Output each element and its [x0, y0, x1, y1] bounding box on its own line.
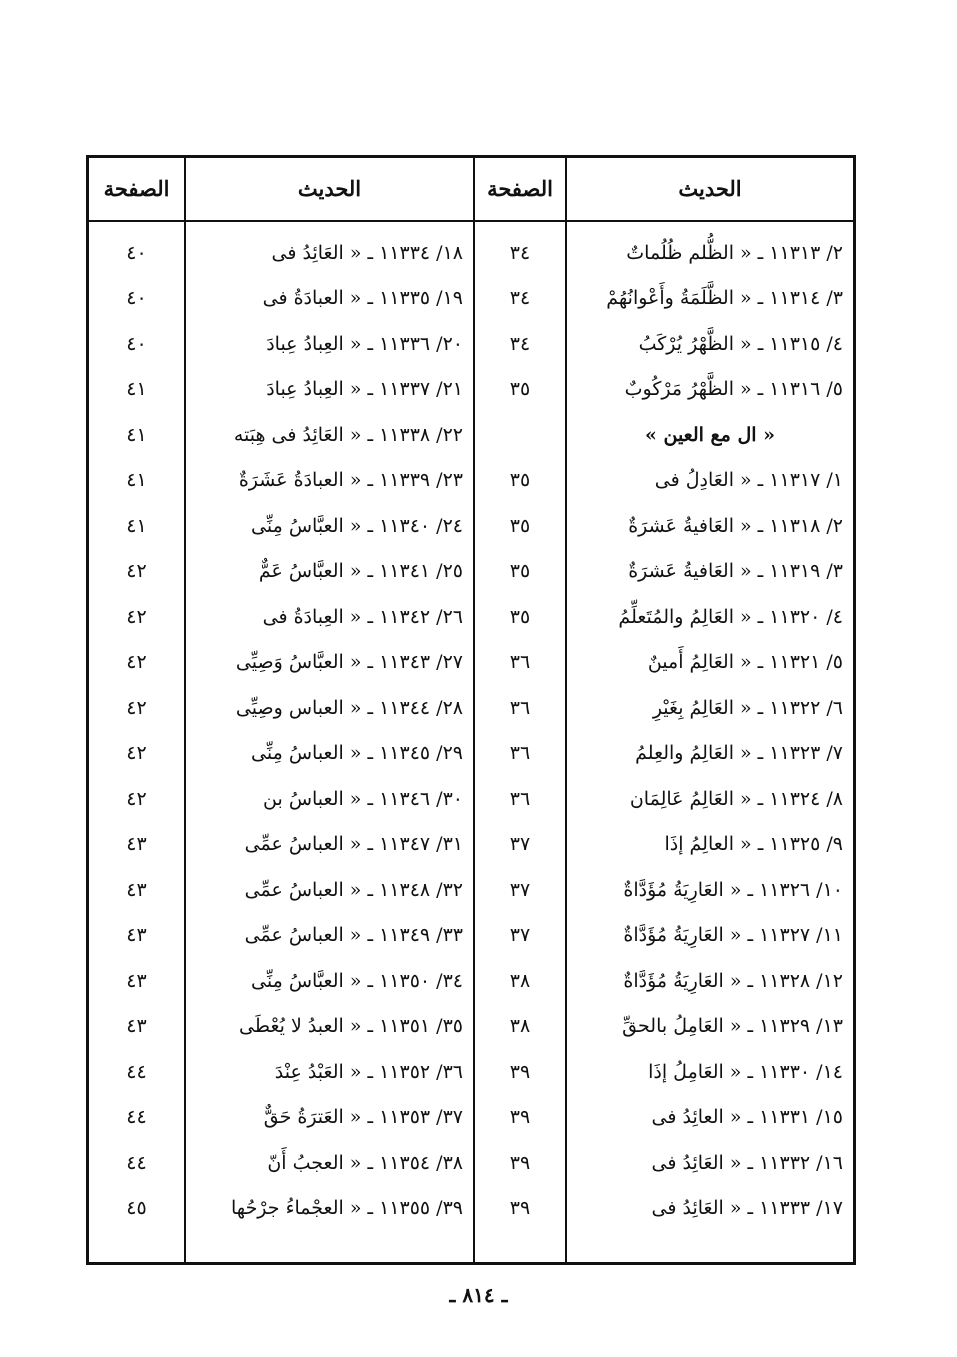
page-ref: ٤٠: [126, 241, 147, 264]
hadith-entry: ٢٧/ ١١٣٤٣ ـ « العبَّاسُ وَصِيِّى: [235, 651, 463, 674]
header-left-page: الصفحة: [103, 175, 170, 201]
hadith-index-table: [86, 155, 856, 1265]
page-ref: ٣٨: [509, 969, 531, 992]
page-ref: ٤١: [126, 378, 147, 401]
hadith-entry: ٣/ ١١٣١٤ ـ « الظَّلَمَةُ وأَعْوانُهُمْ: [606, 287, 843, 310]
hadith-entry: ٢١/ ١١٣٣٧ ـ « العِبادُ عِبادَ: [266, 378, 463, 401]
page-ref: ٤١: [126, 469, 147, 492]
page-ref: ٣٦: [509, 696, 531, 719]
hadith-entry: ٣/ ١١٣١٩ ـ « العَافيةُ عَشرَةٌ: [628, 560, 843, 583]
page-ref: ٤٢: [126, 605, 147, 628]
hadith-entry: ١٤/ ١١٣٣٠ ـ « العَامِلُ إذَا: [648, 1060, 843, 1083]
hadith-entry: ١٣/ ١١٣٢٩ ـ « العَامِلُ بالحقِّ: [622, 1015, 843, 1038]
page-ref: ٣٥: [509, 469, 531, 492]
left-page-column: [89, 230, 184, 1231]
hadith-entry: ٢٣/ ١١٣٣٩ ـ « العبادَةُ عَشَرَةٌ: [238, 469, 463, 492]
section-heading: « ال مع العين »: [645, 423, 776, 446]
page-ref: ٣٥: [509, 514, 531, 537]
hadith-entry: ١١/ ١١٣٢٧ ـ « العَارِيَةُ مُؤَدَّاةٌ: [623, 924, 843, 947]
hadith-entry: ١٦/ ١١٣٣٢ ـ « العَائِدُ فى: [651, 1151, 843, 1174]
page-ref: ٣٩: [509, 1106, 531, 1129]
page-ref: ٤٣: [126, 924, 147, 947]
left-hadith-column: [186, 230, 473, 1231]
page-ref: ٤١: [126, 423, 147, 446]
page-ref: ٤٢: [126, 560, 147, 583]
page-ref: ٣٩: [509, 1060, 531, 1083]
hadith-entry: ١٥/ ١١٣٣١ ـ « العائِدُ فى: [651, 1106, 843, 1129]
hadith-entry: ٤/ ١١٣١٥ ـ « الظَّهْرُ يُرْكَبُ: [638, 332, 843, 355]
page-ref: ٤٠: [126, 287, 147, 310]
page-ref: ٣٨: [509, 1015, 531, 1038]
page-ref: ٣٤: [509, 287, 531, 310]
hadith-entry: ٣٢/ ١١٣٤٨ ـ « العباسُ عمِّى: [244, 878, 463, 901]
page-ref: ٣٧: [509, 924, 531, 947]
hadith-entry: ٢٩/ ١١٣٤٥ ـ « العباسُ مِنِّى: [251, 742, 463, 765]
page-ref: ٤٢: [126, 742, 147, 765]
page-ref: ٣٦: [509, 651, 531, 674]
page-ref: ٣٧: [509, 878, 531, 901]
hadith-entry: ٢٦/ ١١٣٤٢ ـ « العِبادَةُ فى: [262, 605, 463, 628]
page-ref: ٣٩: [509, 1197, 531, 1220]
hadith-entry: ٢٨/ ١١٣٤٤ ـ « العباس وصِيِّى: [235, 696, 463, 719]
hadith-entry: ٣٩/ ١١٣٥٥ ـ « العجْماءُ جرْحُها: [231, 1197, 463, 1220]
page-ref: ٤٢: [126, 787, 147, 810]
hadith-entry: ٥/ ١١٣٢١ ـ « العَالِمُ أَمينٌ: [647, 651, 843, 674]
right-hadith-column: [567, 230, 853, 1231]
header-right-page: الصفحة: [487, 175, 553, 201]
header-left-hadith: الحديث: [297, 175, 362, 201]
page-ref: ٤٣: [126, 1015, 147, 1038]
hadith-entry: ٨/ ١١٣٢٤ ـ « العَالِمُ عَالِمَان: [629, 787, 843, 810]
page-ref: ٣٤: [509, 241, 531, 264]
page-ref: ٣٦: [509, 787, 531, 810]
page-ref: ٣٥: [509, 560, 531, 583]
hadith-entry: ٣١/ ١١٣٤٧ ـ « العباسُ عمِّى: [244, 833, 463, 856]
hadith-entry: ١٠/ ١١٣٢٦ ـ « العَارِيَةُ مُؤَدَّاةٌ: [623, 878, 843, 901]
hadith-entry: ٢٢/ ١١٣٣٨ ـ « العَائِدُ فى هِبَته: [233, 423, 463, 446]
hadith-entry: ٦/ ١١٣٢٢ ـ « العَالِمُ بِغَيْرِ: [652, 696, 843, 719]
hadith-entry: ٢٥/ ١١٣٤١ ـ « العبَّاسُ عَمٌّ: [258, 560, 463, 583]
page-ref: ٣٦: [509, 742, 531, 765]
hadith-entry: ١/ ١١٣١٧ ـ « العَادِلُ فى: [654, 469, 843, 492]
hadith-entry: ٣٥/ ١١٣٥١ ـ « العبدُ لا يُعْطَى: [239, 1015, 463, 1038]
hadith-entry: ٥/ ١١٣١٦ ـ « الظَّهْرُ مَرْكُوبٌ: [624, 378, 843, 401]
hadith-entry: ٤/ ١١٣٢٠ ـ « العَالِمُ والمُتَعلِّمُ: [618, 605, 843, 628]
page-ref: ٤٣: [126, 833, 147, 856]
hadith-entry: ٣٠/ ١١٣٤٦ ـ « العباسُ بن: [263, 787, 463, 810]
hadith-entry: ٣٧/ ١١٣٥٣ ـ « العَترَةُ حَقٌّ: [263, 1106, 463, 1129]
hadith-entry: ١٨/ ١١٣٣٤ ـ « العَائِدُ فى: [271, 241, 463, 264]
page-ref: ٤٣: [126, 878, 147, 901]
page-ref: ٤٤: [126, 1060, 147, 1083]
right-page-column: [475, 230, 565, 1231]
hadith-entry: ٢/ ١١٣١٨ ـ « العَافيةُ عَشرَةٌ: [628, 514, 843, 537]
header-right-hadith: الحديث: [678, 175, 742, 201]
page-ref: ٤٠: [126, 332, 147, 355]
page-ref: ٣٩: [509, 1151, 531, 1174]
page-ref: ٤١: [126, 514, 147, 537]
hadith-entry: ٩/ ١١٣٢٥ ـ « العالِمُ إذَا: [664, 833, 843, 856]
hadith-entry: ٣٨/ ١١٣٥٤ ـ « العجبُ أَنّ: [267, 1151, 463, 1174]
hadith-entry: ٢٤/ ١١٣٤٠ ـ « العبَّاسُ مِنِّى: [251, 514, 463, 537]
hadith-entry: ٣٣/ ١١٣٤٩ ـ « العباسُ عمِّى: [244, 924, 463, 947]
page-ref: ٣٤: [509, 332, 531, 355]
page-ref: ٣٥: [509, 605, 531, 628]
page-ref: ٤٤: [126, 1106, 147, 1129]
page-ref: ٤٥: [126, 1197, 147, 1220]
hadith-entry: ٢٠/ ١١٣٣٦ ـ « العِبادُ عِبادَ: [266, 332, 463, 355]
page-ref: [475, 412, 565, 458]
page-number: ـ ٨١٤ ـ: [449, 1283, 508, 1307]
page-ref: ٤٢: [126, 651, 147, 674]
hadith-entry: ١٩/ ١١٣٣٥ ـ « العبادَةُ فى: [262, 287, 463, 310]
hadith-entry: ٣٤/ ١١٣٥٠ ـ « العبَّاسُ مِنِّى: [251, 969, 463, 992]
hadith-entry: ٧/ ١١٣٢٣ ـ « العَالِمُ والعِلمُ: [635, 742, 843, 765]
hadith-entry: ١٧/ ١١٣٣٣ ـ « العَائِدُ فى: [651, 1197, 843, 1220]
hadith-entry: ١٢/ ١١٣٢٨ ـ « العَارِيَةُ مُؤَدَّاةٌ: [623, 969, 843, 992]
hadith-entry: ٣٦/ ١١٣٥٢ ـ « العَبْدُ عِنْدَ: [274, 1060, 463, 1083]
hadith-entry: ٢/ ١١٣١٣ ـ « الظُّلم ظُلُماتٌ: [626, 241, 843, 264]
header-divider: [89, 220, 853, 222]
page-ref: ٣٧: [509, 833, 531, 856]
page-ref: ٤٤: [126, 1151, 147, 1174]
page-ref: ٤٢: [126, 696, 147, 719]
page-ref: ٤٣: [126, 969, 147, 992]
page-ref: ٣٥: [509, 378, 531, 401]
